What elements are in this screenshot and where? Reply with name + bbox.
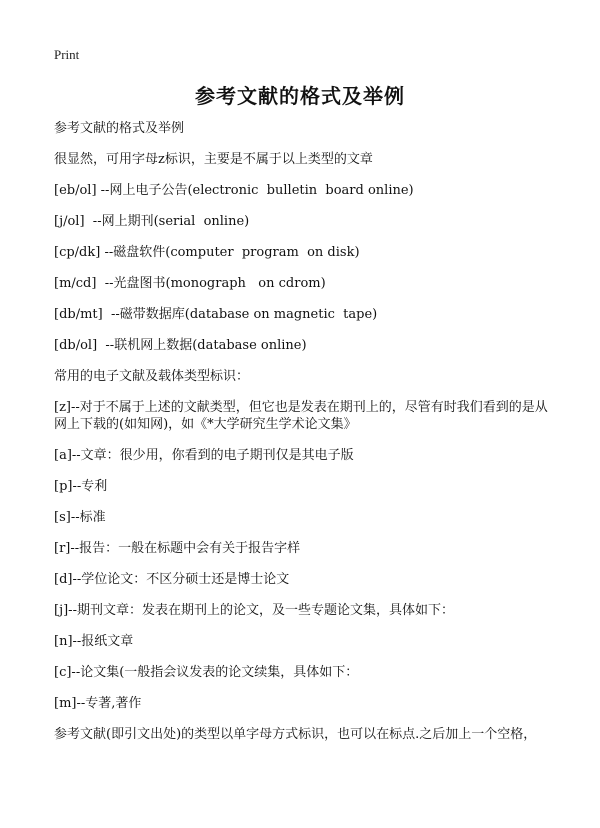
body-line: 常用的电子文献及载体类型标识： xyxy=(54,369,250,384)
body-line: [j]--期刊文章：发表在期刊上的论文，及一些专题论文集，具体如下： xyxy=(54,603,454,618)
body-line: [db/mt] --磁带数据库(database on magnetic tape) xyxy=(54,307,378,322)
body-line: [j/ol] --网上期刊(serial online) xyxy=(54,214,250,229)
body-line: [c]--论文集(一般指会议发表的论文续集，具体如下： xyxy=(54,665,359,680)
body-line: [eb/ol] --网上电子公告(electronic bulletin board online) xyxy=(54,183,414,198)
body-line: 很显然，可用字母z标识，主要是不属于以上类型的文章 xyxy=(54,152,373,167)
body-line: [m/cd] --光盘图书(monograph on cdrom) xyxy=(54,276,326,291)
body-line: [a]--文章：很少用，你看到的电子期刊仅是其电子版 xyxy=(54,448,354,463)
body-line: [s]--标准 xyxy=(54,510,106,525)
body-line: [z]--对于不属于上述的文献类型，但它也是发表在期刊上的，尽管有时我们看到的是从网上下载的(如知网)，如《*大学研究生学术论文集》 xyxy=(54,400,548,432)
body-line: [p]--专利 xyxy=(54,479,108,494)
body-line: [n]--报纸文章 xyxy=(54,634,134,649)
body-line: [r]--报告：一般在标题中会有关于报告字样 xyxy=(54,541,301,556)
body-line: [db/ol] --联机网上数据(database online) xyxy=(54,338,307,353)
document-body xyxy=(54,120,554,743)
body-line: 参考文献(即引文出处)的类型以单字母方式标识，也可以在标点.之后加上一个空格， xyxy=(54,727,537,742)
body-line: 参考文献的格式及举例 xyxy=(54,121,185,136)
body-line: [cp/dk] --磁盘软件(computer program on disk) xyxy=(54,245,360,260)
print-label: Print xyxy=(54,47,80,62)
document-title: 参考文献的格式及举例 xyxy=(195,84,405,108)
body-line: [m]--专著,著作 xyxy=(54,696,142,711)
body-line: [d]--学位论文：不区分硕士还是博士论文 xyxy=(54,572,290,587)
